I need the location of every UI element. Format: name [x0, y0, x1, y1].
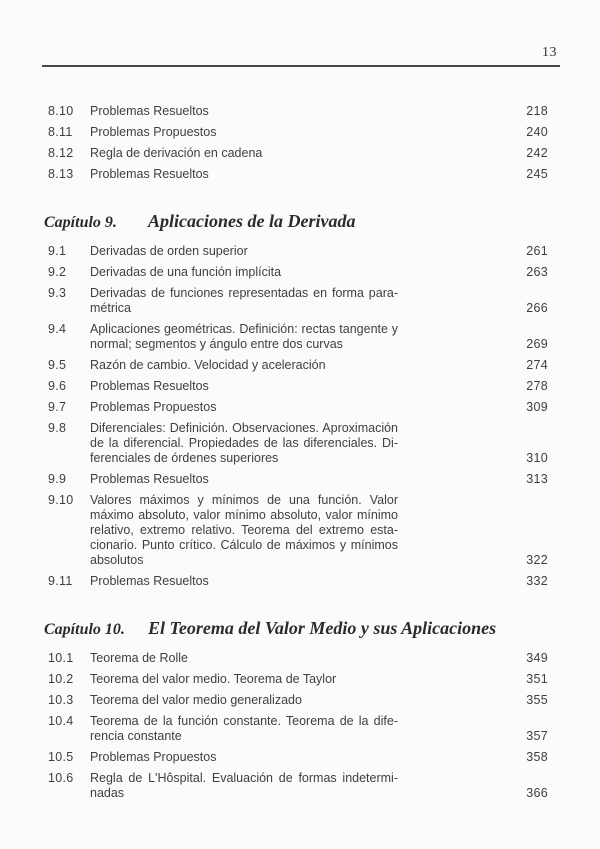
entry-number: 9.4 [48, 322, 67, 336]
entry-title [90, 574, 398, 589]
entry-page: 261 [526, 244, 548, 258]
toc-entry [48, 750, 548, 765]
entry-number: 8.10 [48, 104, 74, 118]
title-line: Problemas Resueltos [90, 167, 209, 181]
entry-title [90, 146, 398, 161]
toc-entry [48, 322, 548, 352]
toc-entry [48, 265, 548, 280]
entry-page: 322 [526, 553, 548, 567]
title-line: relativo, extremo relativo. Teorema del extremo esta- [90, 523, 398, 537]
entry-page: 351 [526, 672, 548, 686]
toc-entry [48, 358, 548, 373]
entry-title [90, 125, 398, 140]
chapter-heading [44, 210, 548, 234]
title-line: Derivadas de funciones representadas en forma para- [90, 286, 398, 300]
title-line: absolutos [90, 553, 144, 567]
entry-page: 266 [526, 301, 548, 315]
toc-entry [48, 167, 548, 182]
entry-number: 9.8 [48, 421, 67, 435]
title-line: Problemas Propuestos [90, 125, 217, 139]
toc-entry [48, 472, 548, 487]
header-rule [42, 65, 560, 67]
toc-entry [48, 244, 548, 259]
entry-title [90, 265, 398, 280]
toc-entry [48, 693, 548, 708]
title-line: Diferenciales: Definición. Observaciones. Aproximación [90, 421, 398, 435]
entry-number: 9.9 [48, 472, 67, 486]
entry-number: 10.2 [48, 672, 74, 686]
entry-page: 366 [526, 786, 548, 800]
toc-entry [48, 146, 548, 161]
entry-page: 332 [526, 574, 548, 588]
entry-title [90, 421, 398, 466]
entry-page: 218 [526, 104, 548, 118]
entry-number: 9.6 [48, 379, 67, 393]
entry-page: 274 [526, 358, 548, 372]
entry-title [90, 493, 398, 568]
entry-number: 8.11 [48, 125, 73, 139]
entry-title [90, 672, 398, 687]
entry-title [90, 104, 398, 119]
page-number: 13 [542, 45, 557, 60]
title-line: Razón de cambio. Velocidad y aceleración [90, 358, 326, 372]
chapter-heading [44, 617, 548, 641]
entry-title [90, 472, 398, 487]
title-line: ferenciales de órdenes superiores [90, 451, 279, 465]
entry-page: 349 [526, 651, 548, 665]
toc-entry [48, 104, 548, 119]
entry-title [90, 322, 398, 352]
title-line: rencia constante [90, 729, 182, 743]
entry-page: 357 [526, 729, 548, 743]
title-line: métrica [90, 301, 131, 315]
chapter-label: Capítulo 10. [44, 621, 125, 638]
chapter-label: Capítulo 9. [44, 214, 117, 231]
title-line: Regla de derivación en cadena [90, 146, 263, 160]
title-line: de la diferencial. Propiedades de las diferenciales. Di- [90, 436, 398, 450]
title-line: Teorema del valor medio. Teorema de Taylor [90, 672, 337, 686]
entry-number: 9.3 [48, 286, 67, 300]
entry-page: 245 [526, 167, 548, 181]
title-line: Derivadas de orden superior [90, 244, 248, 258]
entry-page: 355 [526, 693, 548, 707]
entry-page: 263 [526, 265, 548, 279]
toc-entry [48, 400, 548, 415]
entry-title [90, 379, 398, 394]
title-line: Teorema de la función constante. Teorema de la dife- [90, 714, 398, 728]
title-line: nadas [90, 786, 125, 800]
entry-title [90, 358, 398, 373]
entry-number: 9.1 [48, 244, 67, 258]
entry-number: 9.11 [48, 574, 73, 588]
entry-number: 8.13 [48, 167, 74, 181]
entry-page: 313 [526, 472, 548, 486]
title-line: Derivadas de una función implícita [90, 265, 282, 279]
entry-number: 10.6 [48, 771, 74, 785]
title-line: Teorema de Rolle [90, 651, 188, 665]
title-line: Problemas Resueltos [90, 472, 209, 486]
entry-number: 10.4 [48, 714, 74, 728]
entry-number: 8.12 [48, 146, 74, 160]
toc-entry [48, 286, 548, 316]
entry-page: 278 [526, 379, 548, 393]
toc-entry [48, 574, 548, 589]
title-line: Problemas Resueltos [90, 379, 209, 393]
toc-entry [48, 672, 548, 687]
toc-entry [48, 771, 548, 801]
title-line: Valores máximos y mínimos de una función. Valor [90, 493, 398, 507]
toc-entry [48, 714, 548, 744]
entry-title [90, 693, 398, 708]
toc-entry [48, 493, 548, 568]
entry-number: 9.7 [48, 400, 67, 414]
title-line: Problemas Propuestos [90, 750, 217, 764]
entry-title [90, 167, 398, 182]
title-line: normal; segmentos y ángulo entre dos curvas [90, 337, 343, 351]
title-line: Teorema del valor medio generalizado [90, 693, 302, 707]
entry-page: 269 [526, 337, 548, 351]
entry-page: 240 [526, 125, 548, 139]
entry-number: 9.2 [48, 265, 67, 279]
title-line: Problemas Propuestos [90, 400, 217, 414]
title-line: Aplicaciones geométricas. Definición: rectas tangente y [90, 322, 398, 336]
entry-number: 10.1 [48, 651, 74, 665]
title-line: cionario. Punto crítico. Cálculo de máximos y mínimos [90, 538, 398, 552]
title-line: máximo absoluto, valor mínimo absoluto, valor mínimo [90, 508, 398, 522]
entry-page: 358 [526, 750, 548, 764]
entry-title [90, 244, 398, 259]
entry-title [90, 286, 398, 316]
title-line: Regla de L'Hôspital. Evaluación de formas indetermi- [90, 771, 398, 785]
entry-number: 9.5 [48, 358, 67, 372]
entry-page: 310 [526, 451, 548, 465]
title-line: Problemas Resueltos [90, 574, 209, 588]
toc-entry [48, 379, 548, 394]
entry-page: 242 [526, 146, 548, 160]
entry-title [90, 651, 398, 666]
entry-number: 9.10 [48, 493, 74, 507]
entry-title [90, 714, 398, 744]
toc-entry [48, 421, 548, 466]
chapter-title: El Teorema del Valor Medio y sus Aplicaciones [148, 618, 497, 638]
entry-title [90, 750, 398, 765]
chapter-title: Aplicaciones de la Derivada [148, 211, 356, 231]
toc-entry [48, 125, 548, 140]
title-line: Problemas Resueltos [90, 104, 209, 118]
entry-title [90, 400, 398, 415]
toc-entry [48, 651, 548, 666]
entry-number: 10.3 [48, 693, 74, 707]
entry-number: 10.5 [48, 750, 74, 764]
entry-page: 309 [526, 400, 548, 414]
table-of-contents [44, 104, 548, 807]
entry-title [90, 771, 398, 801]
